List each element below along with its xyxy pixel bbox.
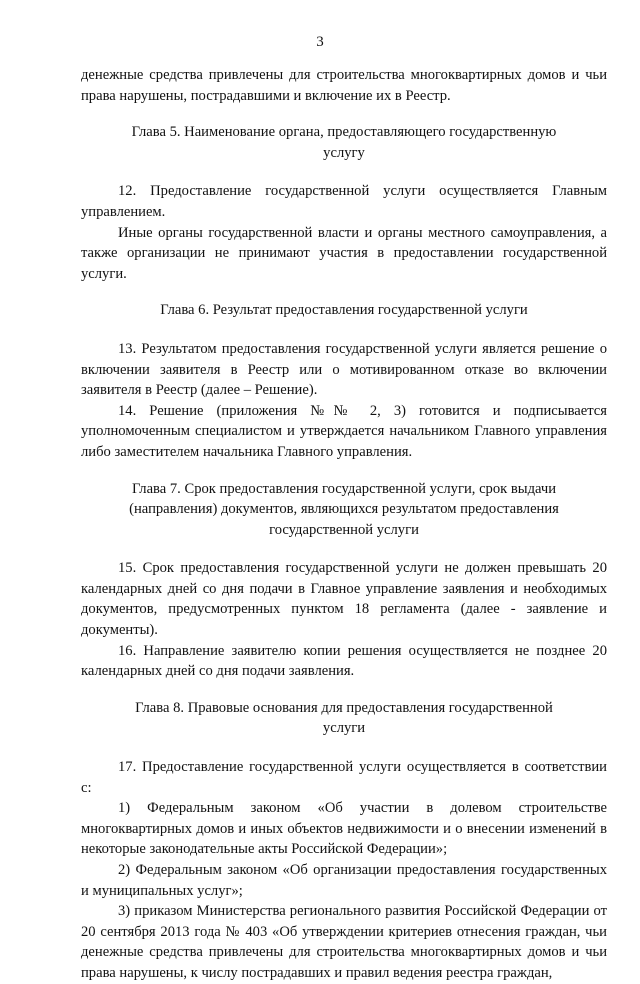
spacer: [81, 682, 607, 698]
document-body: [81, 65, 607, 984]
chapter-heading: Глава 6. Результат предоставления государственной услуги: [160, 302, 528, 319]
spacer: [81, 739, 607, 757]
spacer: [81, 463, 607, 479]
paragraph: денежные средства привлечены для строительства многоквартирных домов и чьи права нарушены, пострадавшими и включение их в Реестр.: [81, 67, 607, 104]
paragraph: 2) Федеральным законом «Об организации предоставления государственных и муниципальных услуг»;: [81, 862, 607, 899]
chapter-heading: Глава 8. Правовые основания для предоставления государственной услуги: [135, 699, 553, 737]
paragraph: 1) Федеральным законом «Об участии в долевом строительстве многоквартирных домов и иных объектов недвижимости и о внесении изменений в некоторые законодательные акты Российской Федерации»;: [81, 800, 607, 858]
spacer: [81, 163, 607, 181]
chapter-heading: Глава 5. Наименование органа, предоставляющего государственную услугу: [131, 124, 557, 161]
paragraph: 14. Решение (приложения №№ 2, 3) готовится и подписывается уполномоченным специалистом и утверждается начальником Главного управления либо заместителем начальника Главного управления.: [81, 402, 607, 460]
page-number: 3: [316, 34, 324, 50]
spacer: [81, 284, 607, 300]
paragraph: 15. Срок предоставления государственной услуги не должен превышать 20 календарных дней со дня подачи в Главное управление заявления и необходимых документов, предусмотренных пунктом 18 регламента (далее - заявление и документы).: [81, 560, 607, 639]
paragraph: Иные органы государственной власти и органы местного самоуправления, а также организации не принимают участия в предоставлении государственной услуги.: [81, 224, 607, 282]
spacer: [81, 106, 607, 122]
paragraph: 3) приказом Министерства регионального развития Российской Федерации от 20 сентября 2013 года № 403 «Об утверждении критериев отнесения граждан, чьи денежные средства привлечены для строительства многоквартирных домов и чьи права нарушены, к числу пострадавших и правил ведения реестра граждан,: [81, 903, 607, 981]
paragraph: 13. Результатом предоставления государственной услуги является решение о включении заявителя в Реестр или о мотивированном отказе во включении заявителя в Реестр (далее – Решение).: [81, 340, 607, 399]
paragraph: 16. Направление заявителю копии решения осуществляется не позднее 20 календарных дней со дня подачи заявления.: [81, 642, 607, 680]
spacer: [81, 321, 607, 339]
spacer: [81, 540, 607, 558]
paragraph: 17. Предоставление государственной услуги осуществляется в соответствии с:: [81, 759, 607, 796]
paragraph: 12. Предоставление государственной услуги осуществляется Главным управлением.: [81, 183, 607, 220]
chapter-heading: Глава 7. Срок предоставления государственной услуги, срок выдачи (направления) документов, являющихся результатом предоставления государственной услуги: [129, 480, 559, 538]
